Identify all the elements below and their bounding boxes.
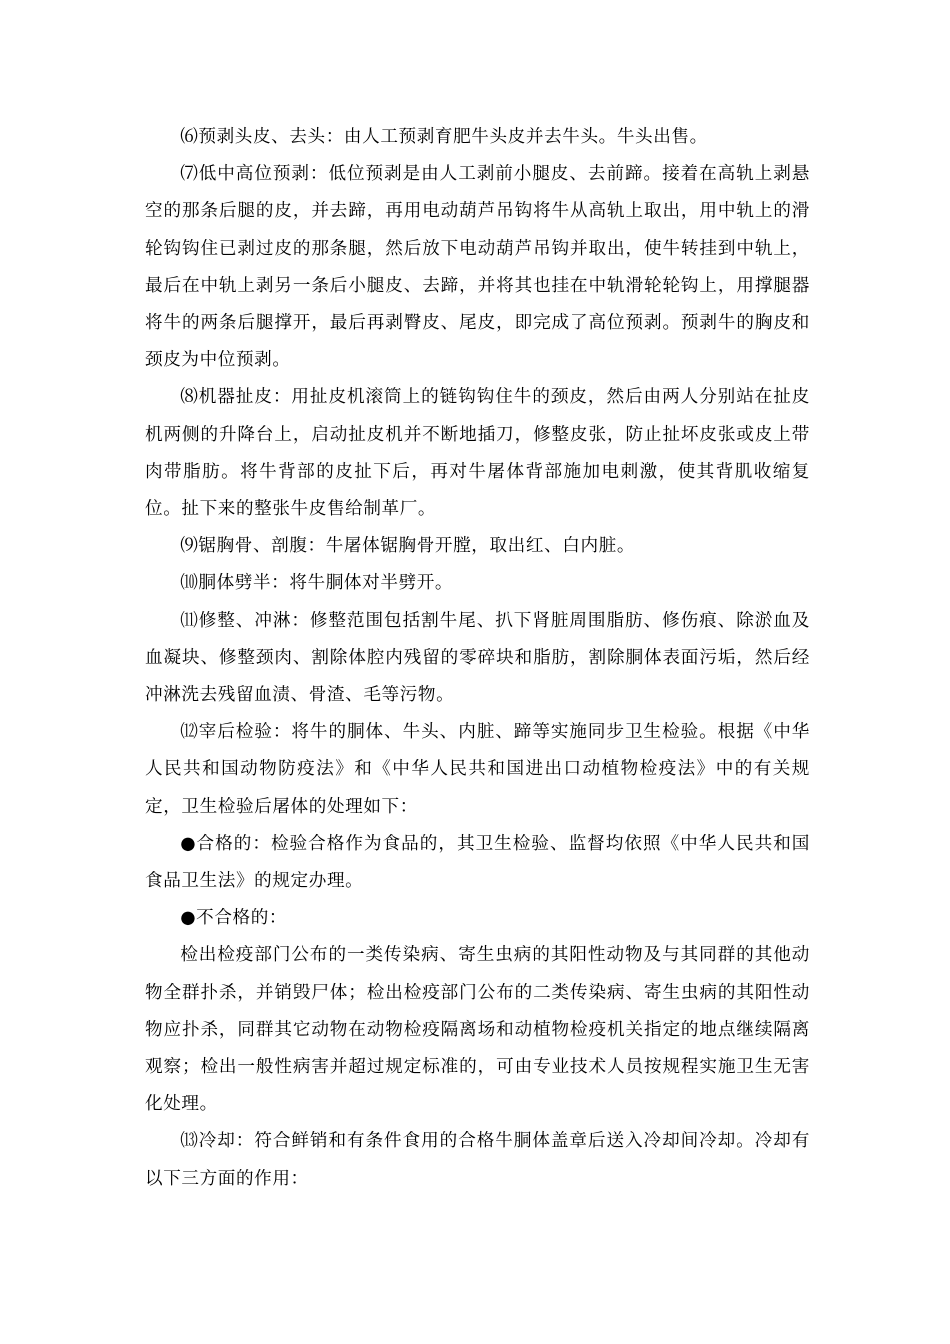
paragraph-unqualified-detail: 检出检疫部门公布的一类传染病、寄生虫病的其阳性动物及与其同群的其他动物全群扑杀，并销毁尸体；检出检疫部门公布的二类传染病、寄生虫病的其阳性动物应扑杀，同群其它动物在动物检疫隔离场和动植物检疫机关指定的地点继续隔离观察；检出一般性病害并超过规定标准的，可由专业技术人员按规程实施卫生无害化处理。 [145,945,810,1115]
paragraph-step-10: ⑽胴体劈半：将牛胴体对半劈开。 [180,573,454,594]
paragraph-step-13: ⒀冷却：符合鲜销和有条件食用的合格牛胴体盖章后送入冷却间冷却。冷却有以下三方面的作用： [145,1131,810,1189]
paragraph-step-12: ⑿宰后检验：将牛的胴体、牛头、内脏、蹄等实施同步卫生检验。根据《中华人民共和国动物防疫法》和《中华人民共和国进出口动植物检疫法》中的有关规定，卫生检验后屠体的处理如下： [145,722,810,817]
paragraph-step-7: ⑺低中高位预剥：低位预剥是由人工剥前小腿皮、去前蹄。接着在高轨上剥悬空的那条后腿的皮，并去蹄，再用电动葫芦吊钩将牛从高轨上取出，用中轨上的滑轮钩钩住已剥过皮的那条腿，然后放下电动葫芦吊钩并取出，使牛转挂到中轨上，最后在中轨上剥另一条后小腿皮、去蹄，并将其也挂在中轨滑轮轮钩上，用撑腿器将牛的两条后腿撑开，最后再剥臀皮、尾皮，即完成了高位预剥。预剥牛的胸皮和颈皮为中位预剥。 [145,164,810,371]
paragraph-step-8: ⑻机器扯皮：用扯皮机滚筒上的链钩钩住牛的颈皮，然后由两人分别站在扯皮机两侧的升降台上，启动扯皮机并不断地插刀，修整皮张，防止扯坏皮张或皮上带肉带脂肪。将牛背部的皮扯下后，再对牛屠体背部施加电刺激，使其背肌收缩复位。扯下来的整张牛皮售给制革厂。 [145,387,810,520]
document-body [145,119,810,1198]
paragraph-unqualified-heading: ●不合格的： [180,908,288,929]
paragraph-step-9: ⑼锯胸骨、剖腹：牛屠体锯胸骨开膛，取出红、白内脏。 [180,536,636,557]
paragraph-qualified: ●合格的：检验合格作为食品的，其卫生检验、监督均依照《中华人民共和国食品卫生法》的规定办理。 [145,833,810,892]
paragraph-step-11: ⑾修整、冲淋：修整范围包括割牛尾、扒下肾脏周围脂肪、修伤痕、除淤血及血凝块、修整颈肉、割除体腔内残留的零碎块和脂肪，割除胴体表面污垢，然后经冲淋洗去残留血渍、骨渣、毛等污物。 [145,610,810,706]
paragraph-step-6: ⑹预剥头皮、去头：由人工预剥育肥牛头皮并去牛头。牛头出售。 [180,127,708,147]
